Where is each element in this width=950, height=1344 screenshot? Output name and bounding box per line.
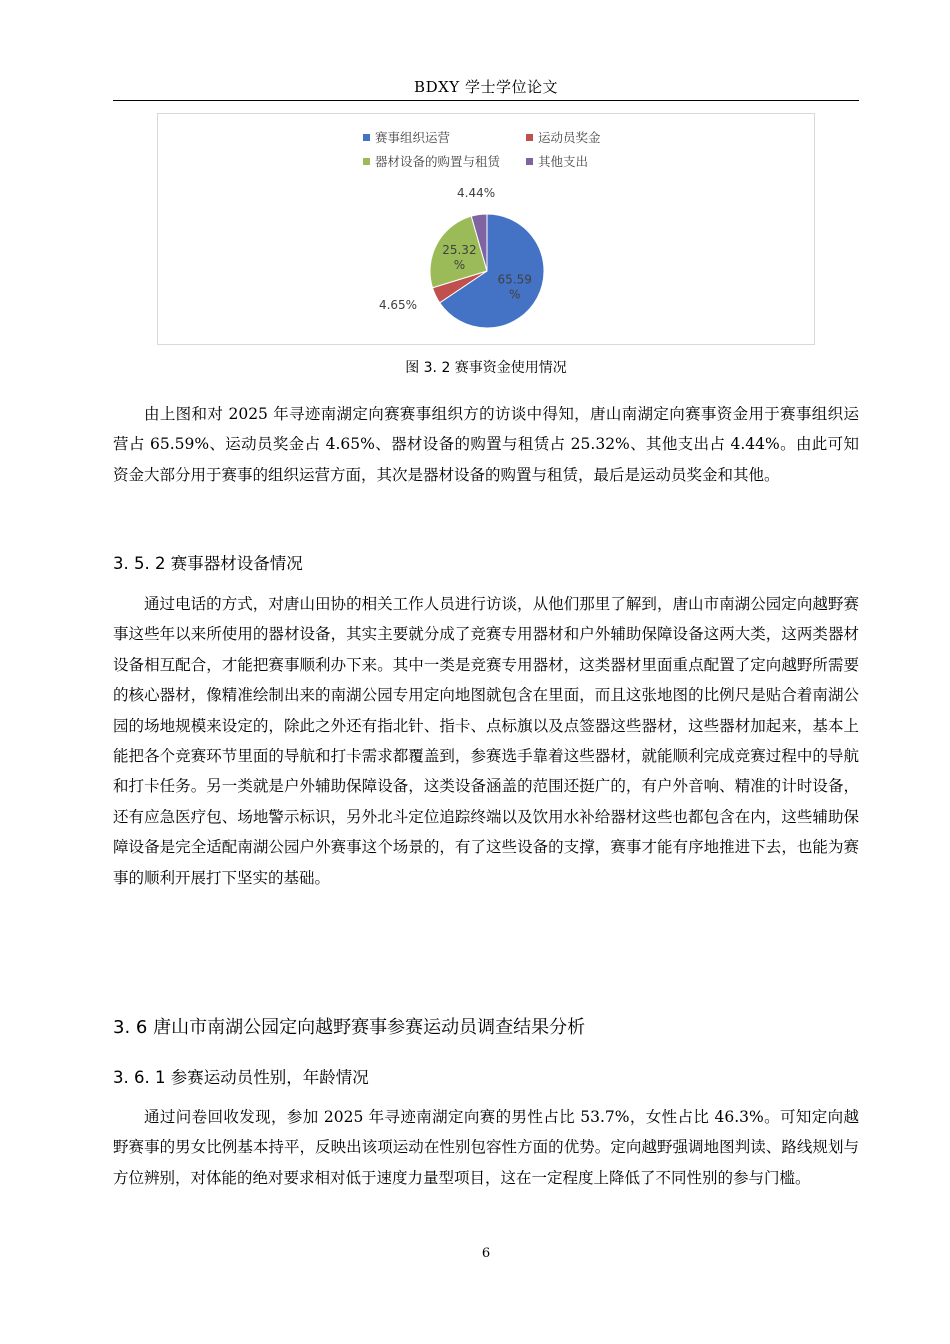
legend-swatch [526,158,533,165]
header-rule [113,100,859,101]
paragraph-gender: 通过问卷回收发现，参加 2025 年寻迹南湖定向赛的男性占比 53.7%，女性占比 46.3%。可知定向越野赛事的男女比例基本持平，反映出该项运动在性别包容性方面的优势。定向越野强调地图判读、路线规划与方位辨别，对体能的绝对要求相对低于速度力量型项目，这在一定程度上降低了不同性别的参与门槛。 [113,1108,859,1187]
pie-chart-svg [158,114,816,346]
legend-swatch [526,134,533,141]
data-label: 25.32 % [442,243,477,273]
section-heading-3-5-2: 3. 5. 2 赛事器材设备情况 [113,554,303,573]
legend-swatch [363,134,370,141]
section-heading-3-6-1: 3. 6. 1 参赛运动员性别，年龄情况 [113,1068,369,1087]
legend-label: 赛事组织运营 [375,130,451,145]
running-header: BDXY 学士学位论文 [414,78,558,96]
paragraph-equipment: 通过电话的方式，对唐山田协的相关工作人员进行访谈，从他们那里了解到，唐山市南湖公园定向越野赛事这些年以来所使用的器材设备，其实主要就分成了竞赛专用器材和户外辅助保障设备这两大类，这两类器材设备相互配合，才能把赛事顺利办下来。其中一类是竞赛专用器材，这类器材里面重点配置了定向越野所需要的核心器材，像精准绘制出来的南湖公园专用定向地图就包含在里面，而且这张地图的比例尺是贴合着南湖公园的场地规模来设定的，除此之外还有指北针、指卡、点标旗以及点签器这些器材，这些器材加起来，基本上能把各个竞赛环节里面的导航和打卡需求都覆盖到，参赛选手靠着这些器材，就能顺利完成竞赛过程中的导航和打卡任务。另一类就是户外辅助保障设备，这类设备涵盖的范围还挺广的，有户外音响、精准的计时设备，还有应急医疗包、场地警示标识，另外北斗定位追踪终端以及饮用水补给器材这些也都包含在内，这些辅助保障设备是完全适配南湖公园户外赛事这个场景的，有了这些设备的支撑，赛事才能有序地推进下去，也能为赛事的顺利开展打下坚实的基础。 [113,595,859,887]
legend-label: 其他支出 [538,154,589,169]
legend-label: 运动员奖金 [538,130,601,145]
section-heading-3-6: 3. 6 唐山市南湖公园定向越野赛事参赛运动员调查结果分析 [113,1017,586,1038]
data-label: 65.59 % [497,272,532,302]
pie-chart [157,113,815,345]
page-number: 6 [481,1246,491,1261]
figure-caption: 图 3. 2 赛事资金使用情况 [405,360,567,376]
data-label: 4.44% [457,186,496,201]
legend-swatch [363,158,370,165]
data-label: 4.65% [378,297,418,312]
paragraph-funding: 由上图和对 2025 年寻迹南湖定向赛赛事组织方的访谈中得知，唐山南湖定向赛事资金用于赛事组织运营占 65.59%、运动员奖金占 4.65%、器材设备的购置与租赁占 25.32%、其他支出占 4.44%。由此可知资金大部分用于赛事的组织运营方面，其次是器材设备的购置与租赁，最后是运动员奖金和其他。 [113,405,859,484]
legend-label: 器材设备的购置与租赁 [375,154,501,169]
